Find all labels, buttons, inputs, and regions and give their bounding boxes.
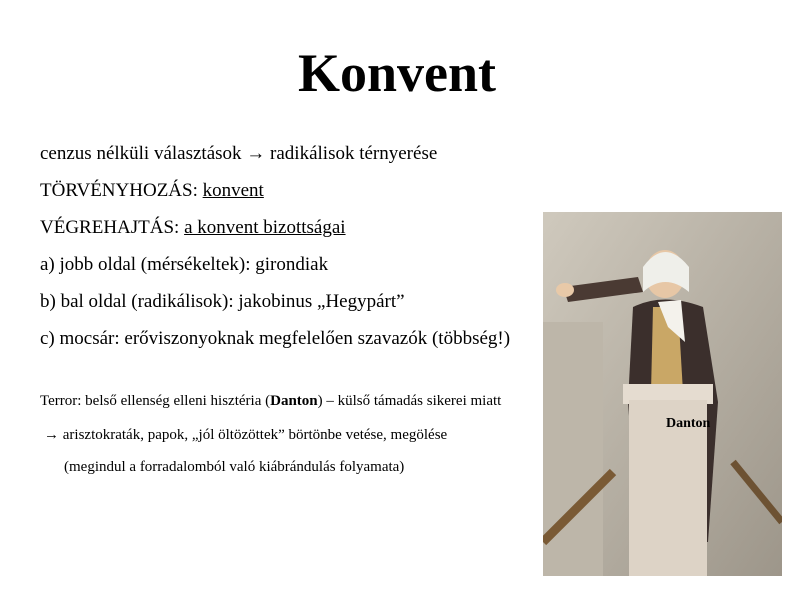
text: ) – külső támadás sikerei miatt [317,393,502,409]
bullet-census: cenzus nélküli választások → radikálisok térnyerése [40,143,438,164]
label: VÉGREHAJTÁS: [40,217,185,238]
label: TÖRVÉNYHOZÁS: [40,180,203,201]
slide-title: Konvent [297,43,497,103]
bullet-executive [40,217,346,239]
bold-name: Danton [270,393,318,409]
bullet-legislation [40,180,264,202]
terror-disillusion: (megindul a forradalomból való kiábrándulás folyamata) [64,459,405,475]
terror-consequence: → arisztokraták, papok, „jól öltözöttek” börtönbe vetése, megölése [44,427,448,443]
danton-portrait-image [543,212,782,576]
bullet-right: a) jobb oldal (mérsékeltek): girondiak [40,254,329,275]
underlined-term: a konvent bizottságai [184,217,346,238]
terror-line [40,393,501,410]
bullet-left: b) bal oldal (radikálisok): jakobinus „Hegypárt” [40,291,405,312]
image-caption: Danton [666,416,711,431]
bullet-marsh: c) mocsár: erőviszonyoknak megfelelően szavazók (többség!) [40,328,511,349]
underlined-term: konvent [202,180,264,201]
text: Terror: belső ellenség elleni hisztéria ( [40,393,271,409]
